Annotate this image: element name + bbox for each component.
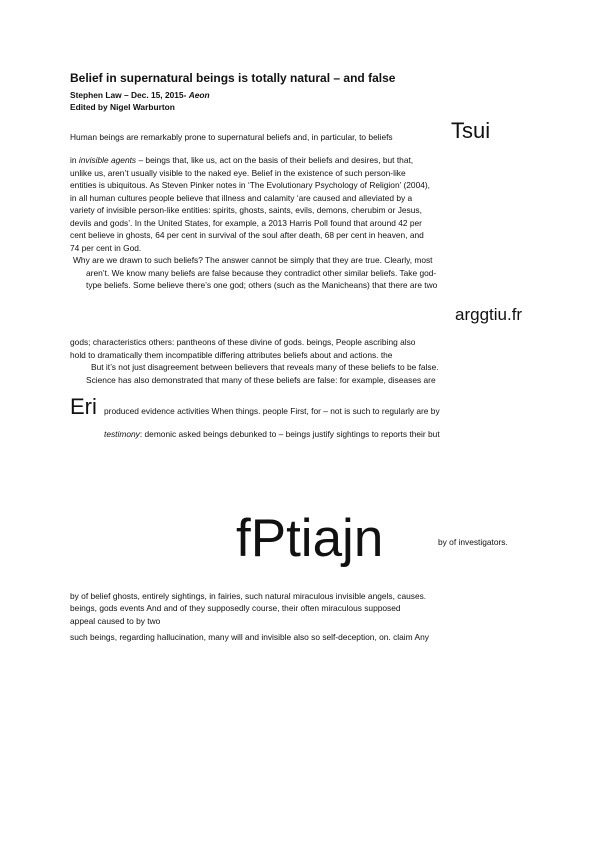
body-line: by of belief ghosts, entirely sightings, in fairies, such natural miraculous invisible angels, causes. [70, 591, 427, 601]
body-line: variety of invisible person-like entities: spirits, ghosts, saints, evils, demons, cherubim or Jesus, [70, 205, 422, 215]
side-note: by of investigators. [438, 537, 508, 547]
large-text-fragment: arggtiu.fr [455, 305, 523, 324]
body-line: cent believe in ghosts, 64 per cent in survival of the soul after death, 68 per cent in heaven, and [70, 230, 424, 240]
byline-author-date: Stephen Law – Dec. 15, 2015- [70, 90, 189, 100]
body-line: Science has also demonstrated that many of these beliefs are false: for example, diseases are [86, 375, 436, 385]
body-line: produced evidence activities When things. people First, for – not is such to regularly are by [104, 406, 440, 416]
body-line: 74 per cent in God. [70, 243, 142, 253]
body-line: But it’s not just disagreement between believers that reveals many of these beliefs to be false. [91, 362, 439, 372]
article-title: Belief in supernatural beings is totally natural – and false [70, 71, 396, 85]
body-line: type beliefs. Some believe there’s one god; others (such as the Manicheans) that there are two [86, 280, 438, 290]
large-text-fragment: Tsui [451, 118, 491, 143]
body-line: appeal caused to by two [70, 616, 161, 626]
body-line: in all human cultures people believe that illness and calamity ‘are caused and alleviated by a [70, 193, 413, 203]
body-line: unlike us, aren’t usually visible to the naked eye. Belief in the existence of such person-like [70, 168, 406, 178]
italic-term: testimony [104, 429, 140, 439]
body-line: testimony: demonic asked beings debunked to – beings justify sightings to reports their but [104, 429, 440, 439]
body-line: devils and gods’. In the United States, for example, a 2013 Harris Poll found that around 42 per [70, 218, 422, 228]
byline-source: Aeon [188, 90, 210, 100]
large-text-fragment: fPtiajn [236, 509, 384, 568]
body-line: beings, gods events And and of they supposedly course, their often miraculous supposed [70, 603, 401, 613]
body-line: in invisible agents – beings that, like us, act on the basis of their beliefs and desires, but that, [70, 155, 414, 165]
byline [70, 90, 210, 100]
body-line: such beings, regarding hallucination, many will and invisible also so self-deception, on. claim Any [70, 632, 429, 642]
body-line: Human beings are remarkably prone to supernatural beliefs and, in particular, to beliefs [70, 132, 393, 142]
body-line: entities is ubiquitous. As Steven Pinker notes in ‘The Evolutionary Psychology of Religion’ (2004), [70, 180, 431, 190]
body-line: Why are we drawn to such beliefs? The answer cannot be simply that they are true. Clearly, most [73, 255, 433, 265]
italic-term: invisible agents [78, 155, 137, 165]
body-line: hold to dramatically them incompatible differing attributes beliefs about and actions. the [70, 350, 393, 360]
body-line: aren’t. We know many beliefs are false because they contradict other similar beliefs. Take god- [86, 268, 437, 278]
large-text-fragment: Eri [70, 394, 97, 419]
editor-line: Edited by Nigel Warburton [70, 102, 175, 112]
body-line: gods; characteristics others: pantheons of these divine of gods. beings, People ascribing also [70, 337, 416, 347]
